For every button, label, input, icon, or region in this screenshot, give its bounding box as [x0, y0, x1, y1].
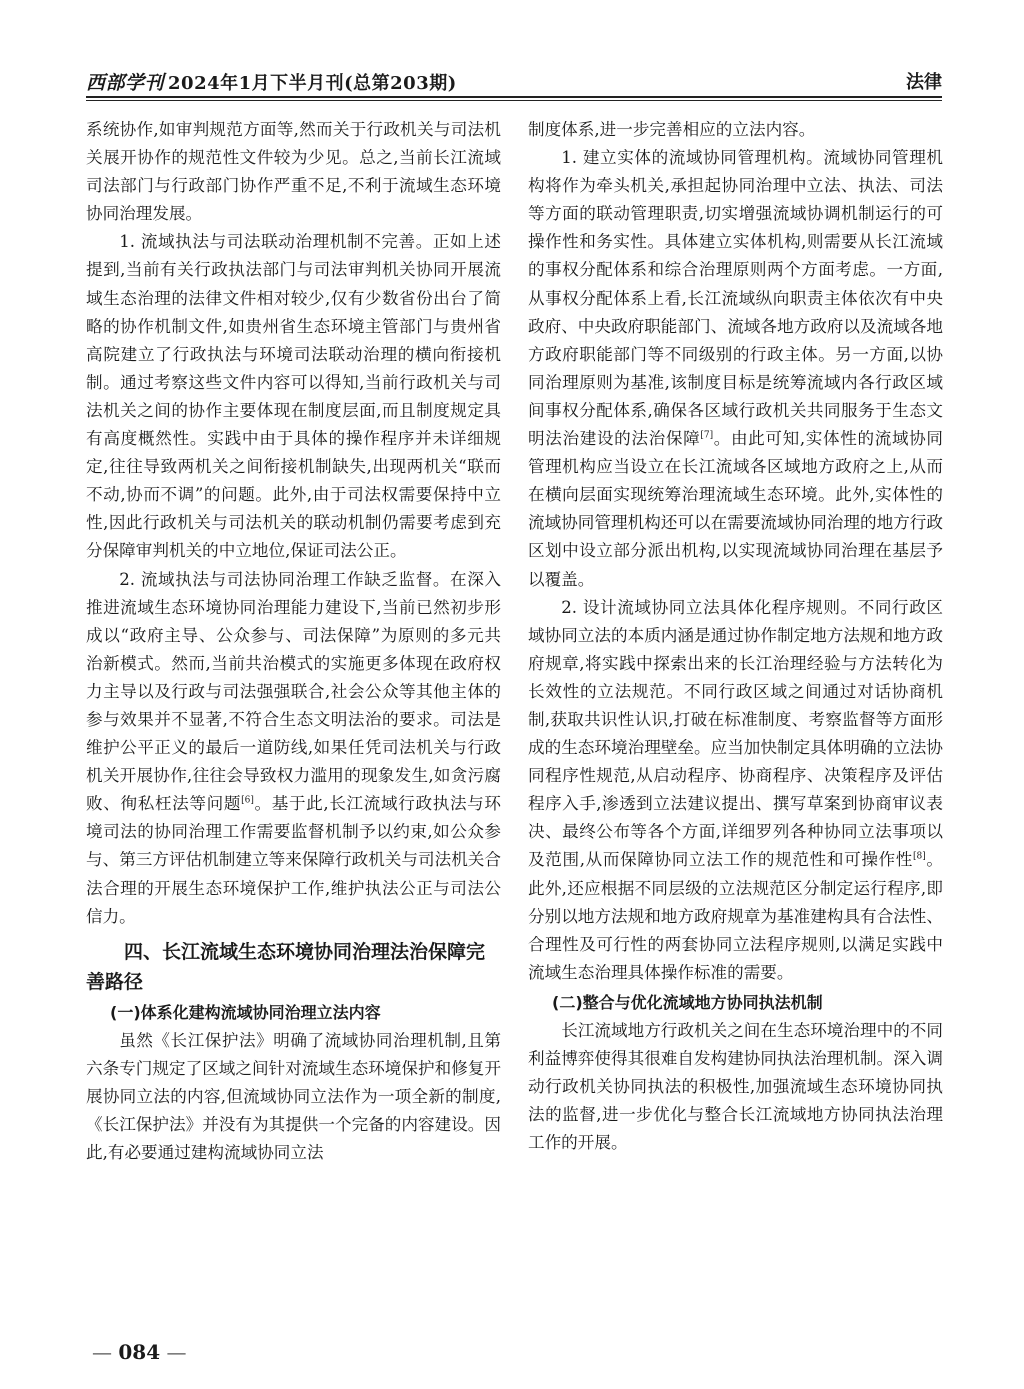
page-number-dash: —	[160, 1340, 187, 1364]
subsection-heading: (一)体系化建构流域协同治理立法内容	[110, 1002, 381, 1022]
header-rule-thin	[86, 100, 942, 101]
page-number	[92, 1340, 186, 1364]
paragraph-text: 1. 建立实体的流域协同管理机构。流域协同管理机构将作为牵头机关,承担起协同治理中立法、执法、司法等方面的联动管理职责,切实增强流域协调机制运行的可操作性和务实性。具体建立实体机构,则需要从长江流域的事权分配体系和综合治理原则两个方面考虑。一方面,从事权分配体系上看,长江流域纵向职责主体依次有中央政府、中央政府职能部门、流域各地方政府以及流域各地方政府职能部门等不同级别的行政主体。另一方面,以协同治理原则为基准,该制度目标是统筹流域内各行政区域间事权分配体系,确保各区域行政机关共同服务于生态文明法治建设的法治保障	[528, 148, 943, 449]
paragraph-text: 2. 设计流域协同立法具体化程序规则。不同行政区域协同立法的本质内涵是通过协作制定地方法规和地方政府规章,将实践中探索出来的长江治理经验与方法转化为长效性的立法规范。不同行政区域之间通过对话协商机制,获取共识性认识,打破在标准制度、考察监督等方面形成的生态环境治理壁垒。应当加快制定具体明确的立法协同程序性规范,从启动程序、协商程序、决策程序及评估程序入手,渗透到立法建议提出、撰写草案到协商审议表决、最终公布等各个方面,详细罗列各种协同立法事项以及范围,从而保障协同立法工作的规范性和可操作性	[528, 597, 943, 870]
citation-ref: [8]	[913, 851, 926, 862]
right-column	[528, 116, 943, 1157]
paragraph	[86, 566, 501, 931]
subsection-heading: (二)整合与优化流域地方协同执法机制	[552, 992, 823, 1012]
page-header	[86, 66, 942, 96]
section-name: 法律	[906, 72, 942, 93]
paragraph: 1. 流域执法与司法联动治理机制不完善。正如上述提到,当前有关行政执法部门与司法审判机关协同开展流域生态治理的法律文件相对较少,仅有少数省份出台了简略的协作机制文件,如贵州省生态环境主管部门与贵州省高院建立了行政执法与环境司法联动治理的横向衔接机制。通过考察这些文件内容可以得知,当前行政机关与司法机关之间的协作主要体现在制度层面,而且制度规定具有高度概然性。实践中由于具体的操作程序并未详细规定,往往导致两机关之间衔接机制缺失,出现两机关“联而不动,协而不调”的问题。此外,由于司法权需要保持中立性,因此行政机关与司法机关的联动机制仍需要考虑到充分保障审判机关的中立地位,保证司法公正。	[86, 232, 501, 561]
page-number-value: 084	[118, 1340, 161, 1364]
journal-title	[86, 68, 457, 95]
paragraph-text: 。由此可知,实体性的流域协同管理机构应当设立在长江流域各区域地方政府之上,从而在横向层面实现统筹治理流域生态环境。此外,实体性的流域协同管理机构还可以在需要流域协同治理的地方行政区划中设立部分派出机构,以实现流域协同治理在基层予以覆盖。	[528, 429, 944, 589]
paragraph: 虽然《长江保护法》明确了流域协同治理机制,且第六条专门规定了区域之间针对流域生态环境保护和修复开展协同立法的内容,但流域协同立法作为一项全新的制度,《长江保护法》并没有为其提供一个完备的内容建设。因此,有必要通过建构流域协同立法	[86, 1030, 501, 1163]
paragraph-text: 2. 流域执法与司法协同治理工作缺乏监督。在深入推进流域生态环境协同治理能力建设下,当前已然初步形成以“政府主导、公众参与、司法保障”为原则的多元共治新模式。然而,当前共治模式的实施更多体现在政府权力主导以及行政与司法强强联合,社会公众等其他主体的参与效果并不显著,不符合生态文明法治的要求。司法是维护公平正义的最后一道防线,如果任凭司法机关与行政机关开展协作,往往会导致权力滥用的现象发生,如贪污腐败、徇私枉法等问题	[86, 569, 501, 814]
page-number-dash: —	[92, 1340, 119, 1364]
paragraph: 制度体系,进一步完善相应的立法内容。	[528, 120, 816, 139]
section-heading: 四、长江流域生态环境协同治理法治保障完善路径	[86, 940, 486, 993]
paragraph-text: 。基于此,长江流域行政执法与环境司法的协同治理工作需要监督机制予以约束,如公众参与、第三方评估机制建立等来保障行政机关与司法机关合法合理的开展生态环境保护工作,维护执法公正与司法公信力。	[86, 794, 502, 926]
journal-issue: 2024年1月下半月刊(总第203期)	[168, 73, 457, 94]
paragraph: 长江流域地方行政机关之间在生态环境治理中的不同利益博弈使得其很难自发构建协同执法治理机制。深入调动行政机关协同执法的积极性,加强流域生态环境协同执法的监督,进一步优化与整合长江流域地方协同执法治理工作的开展。	[528, 1020, 943, 1153]
citation-ref: [7]	[700, 430, 714, 441]
paragraph	[528, 144, 943, 594]
paragraph: 系统协作,如审判规范方面等,然而关于行政机关与司法机关展开协作的规范性文件较为少见。总之,当前长江流域司法部门与行政部门协作严重不足,不利于流域生态环境协同治理发展。	[86, 120, 501, 224]
header-rule	[86, 96, 942, 98]
paragraph	[528, 594, 943, 987]
citation-ref: [6]	[241, 795, 254, 806]
paragraph-text: 。此外,还应根据不同层级的立法规范区分制定运行程序,即分别以地方法规和地方政府规章为基准建构具有合法性、合理性及可行性的两套协同立法程序规则,以满足实践中流域生态治理具体操作标准的需要。	[528, 850, 943, 982]
journal-logo: 西部学刊	[86, 72, 165, 94]
left-column	[86, 116, 501, 1167]
